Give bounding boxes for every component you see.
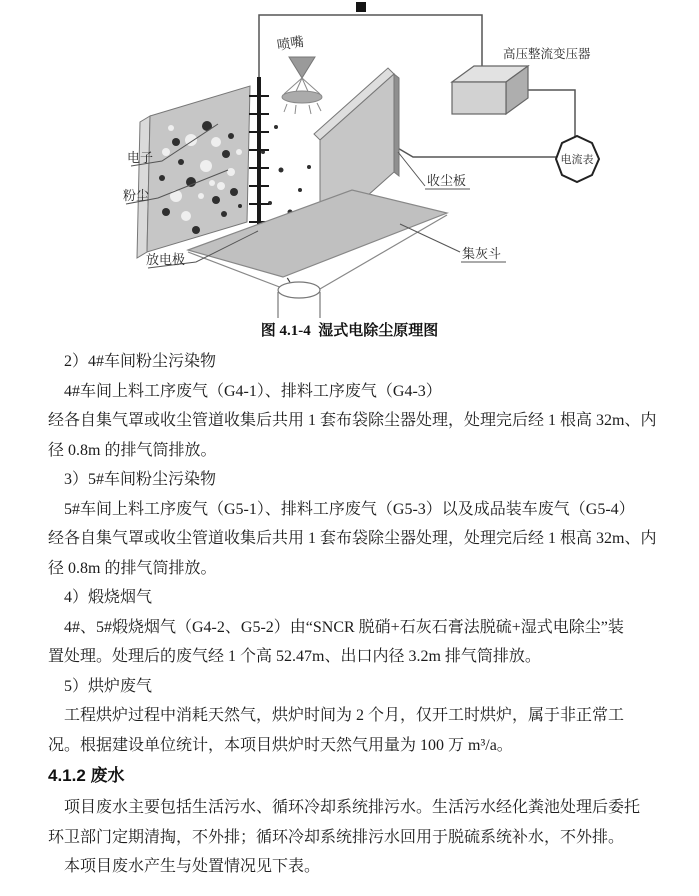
paragraph-line: 4）煅烧烟气 bbox=[64, 589, 153, 606]
transformer-label: 高压整流变压器 bbox=[503, 47, 591, 61]
ammeter-label: 电流表 bbox=[560, 154, 594, 166]
ash-hopper-label: 集灰斗 bbox=[462, 246, 502, 261]
nozzle-label: 喷嘴 bbox=[275, 33, 305, 53]
paragraph-line: 4#、5#煅烧烟气（G4-2、G5-2）由“SNCR 脱硝+石灰石膏法脱硫+湿式电除尘”装 bbox=[64, 618, 624, 636]
paragraph-line: 况。根据建设单位统计，本项目烘炉时天然气用量为 100 万 m³/a。 bbox=[48, 736, 513, 754]
collecting-plate-label: 收尘板 bbox=[427, 173, 467, 188]
paragraph-line: 2）4#车间粉尘污染物 bbox=[64, 353, 217, 370]
section-heading-4-1-2: 4.1.2 废水 bbox=[48, 766, 125, 785]
dust-label: 粉尘 bbox=[123, 188, 150, 203]
body-text bbox=[48, 347, 662, 882]
paragraph-line: 本项目废水产生与处置情况见下表。 bbox=[64, 858, 321, 875]
discharge-electrode bbox=[249, 77, 269, 232]
paragraph-line: 5#车间上料工序废气（G5-1）、排料工序废气（G5-3）以及成品装车废气（G5-4） bbox=[64, 500, 635, 518]
figure-wet-esp-diagram bbox=[0, 0, 699, 318]
paragraph-line: 工程烘炉过程中消耗天然气，烘炉时间为 2 个月，仅开工时烘炉，属于非正常工 bbox=[64, 707, 625, 724]
paragraph-line: 3）5#车间粉尘污染物 bbox=[64, 471, 217, 488]
electron-label: 电子 bbox=[127, 150, 154, 165]
wire-terminal-nub bbox=[356, 2, 366, 12]
paragraph-line: 环卫部门定期清掏，不外排；循环冷却系统排污水回用于脱硫系统补水，不外排。 bbox=[48, 828, 625, 846]
figure-caption: 图 4.1-4 湿式电除尘原理图 bbox=[260, 323, 439, 339]
paragraph-line: 项目废水主要包括生活污水、循环冷却系统排污水。生活污水经化粪池处理后委托 bbox=[64, 799, 641, 816]
discharge-electrode-label: 放电极 bbox=[146, 252, 186, 267]
paragraph-line: 4#车间上料工序废气（G4-1）、排料工序废气（G4-3） bbox=[64, 382, 442, 400]
nozzle bbox=[282, 57, 322, 114]
paragraph-line: 径 0.8m 的排气筒排放。 bbox=[48, 441, 217, 459]
ammeter-gauge bbox=[556, 136, 599, 182]
paragraph-line: 置处理。处理后的废气经 1 个高 52.47m、出口内径 3.2m 排气筒排放。 bbox=[48, 648, 541, 665]
paragraph-line: 5）烘炉废气 bbox=[64, 677, 153, 695]
paragraph-line: 经各自集气罩或收尘管道收集后共用 1 套布袋除尘器处理，处理完后经 1 根高 32m、内 bbox=[48, 530, 657, 547]
transformer-box bbox=[452, 66, 528, 114]
paragraph-line: 径 0.8m 的排气筒排放。 bbox=[48, 559, 217, 577]
paragraph-line: 经各自集气罩或收尘管道收集后共用 1 套布袋除尘器处理，处理完后经 1 根高 32m、内 bbox=[48, 412, 657, 429]
